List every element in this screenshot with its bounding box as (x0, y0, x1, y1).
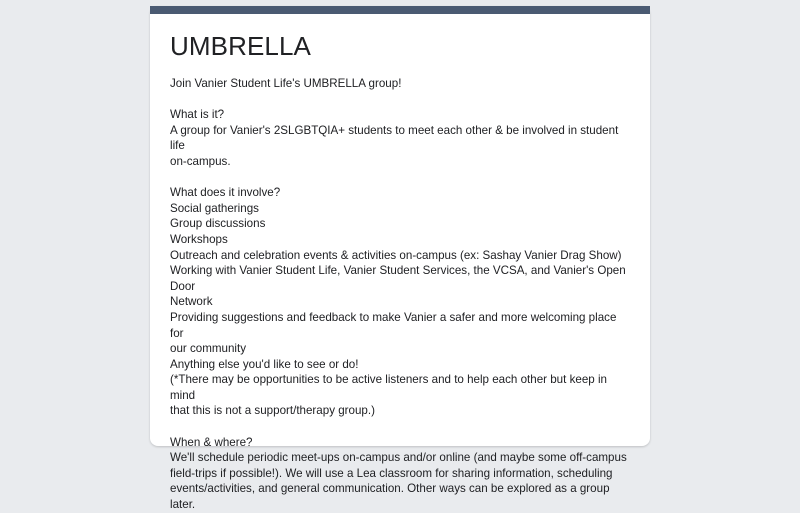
description-line: We'll schedule periodic meet-ups on-campus and/or online (and maybe some off-campus (170, 451, 627, 465)
description-line: Network (170, 295, 213, 309)
description-line: Workshops (170, 232, 228, 246)
description-line: What is it? (170, 108, 225, 122)
description-line: Social gatherings (170, 201, 259, 215)
description-line (170, 92, 630, 108)
description-line: on-campus. (170, 154, 231, 168)
description-line: When & where? (170, 435, 253, 449)
description-line: field-trips if possible!). We will use a Lea classroom for sharing information, scheduling (170, 466, 613, 480)
card-accent-bar (150, 6, 650, 14)
description-line: Join Vanier Student Life's UMBRELLA group! (170, 77, 402, 90)
description-line: that this is not a support/therapy group.) (170, 404, 375, 418)
description-line: Providing suggestions and feedback to make Vanier a safer and more welcoming place for (170, 310, 620, 340)
description-line: events/activities, and general communication. Other ways can be explored as a group later. (170, 482, 613, 512)
form-description (170, 76, 630, 513)
form-header-card (150, 6, 650, 512)
card-body (150, 14, 650, 513)
description-line: Outreach and celebration events & activities on-campus (ex: Sashay Vanier Drag Show) (170, 248, 622, 262)
description-line: Anything else you'd like to see or do! (170, 357, 359, 371)
description-line (170, 419, 630, 435)
form-title: UMBRELLA (170, 31, 311, 61)
description-line: What does it involve? (170, 186, 281, 200)
description-line: Group discussions (170, 217, 266, 231)
description-line: our community (170, 342, 247, 356)
description-line: (*There may be opportunities to be active listeners and to help each other but keep in mind (170, 373, 611, 402)
description-line (170, 170, 630, 186)
description-line: Working with Vanier Student Life, Vanier Student Services, the VCSA, and Vanier's Open Door (170, 264, 629, 293)
description-line: A group for Vanier's 2SLGBTQIA+ students to meet each other & be involved in student life (170, 123, 622, 153)
